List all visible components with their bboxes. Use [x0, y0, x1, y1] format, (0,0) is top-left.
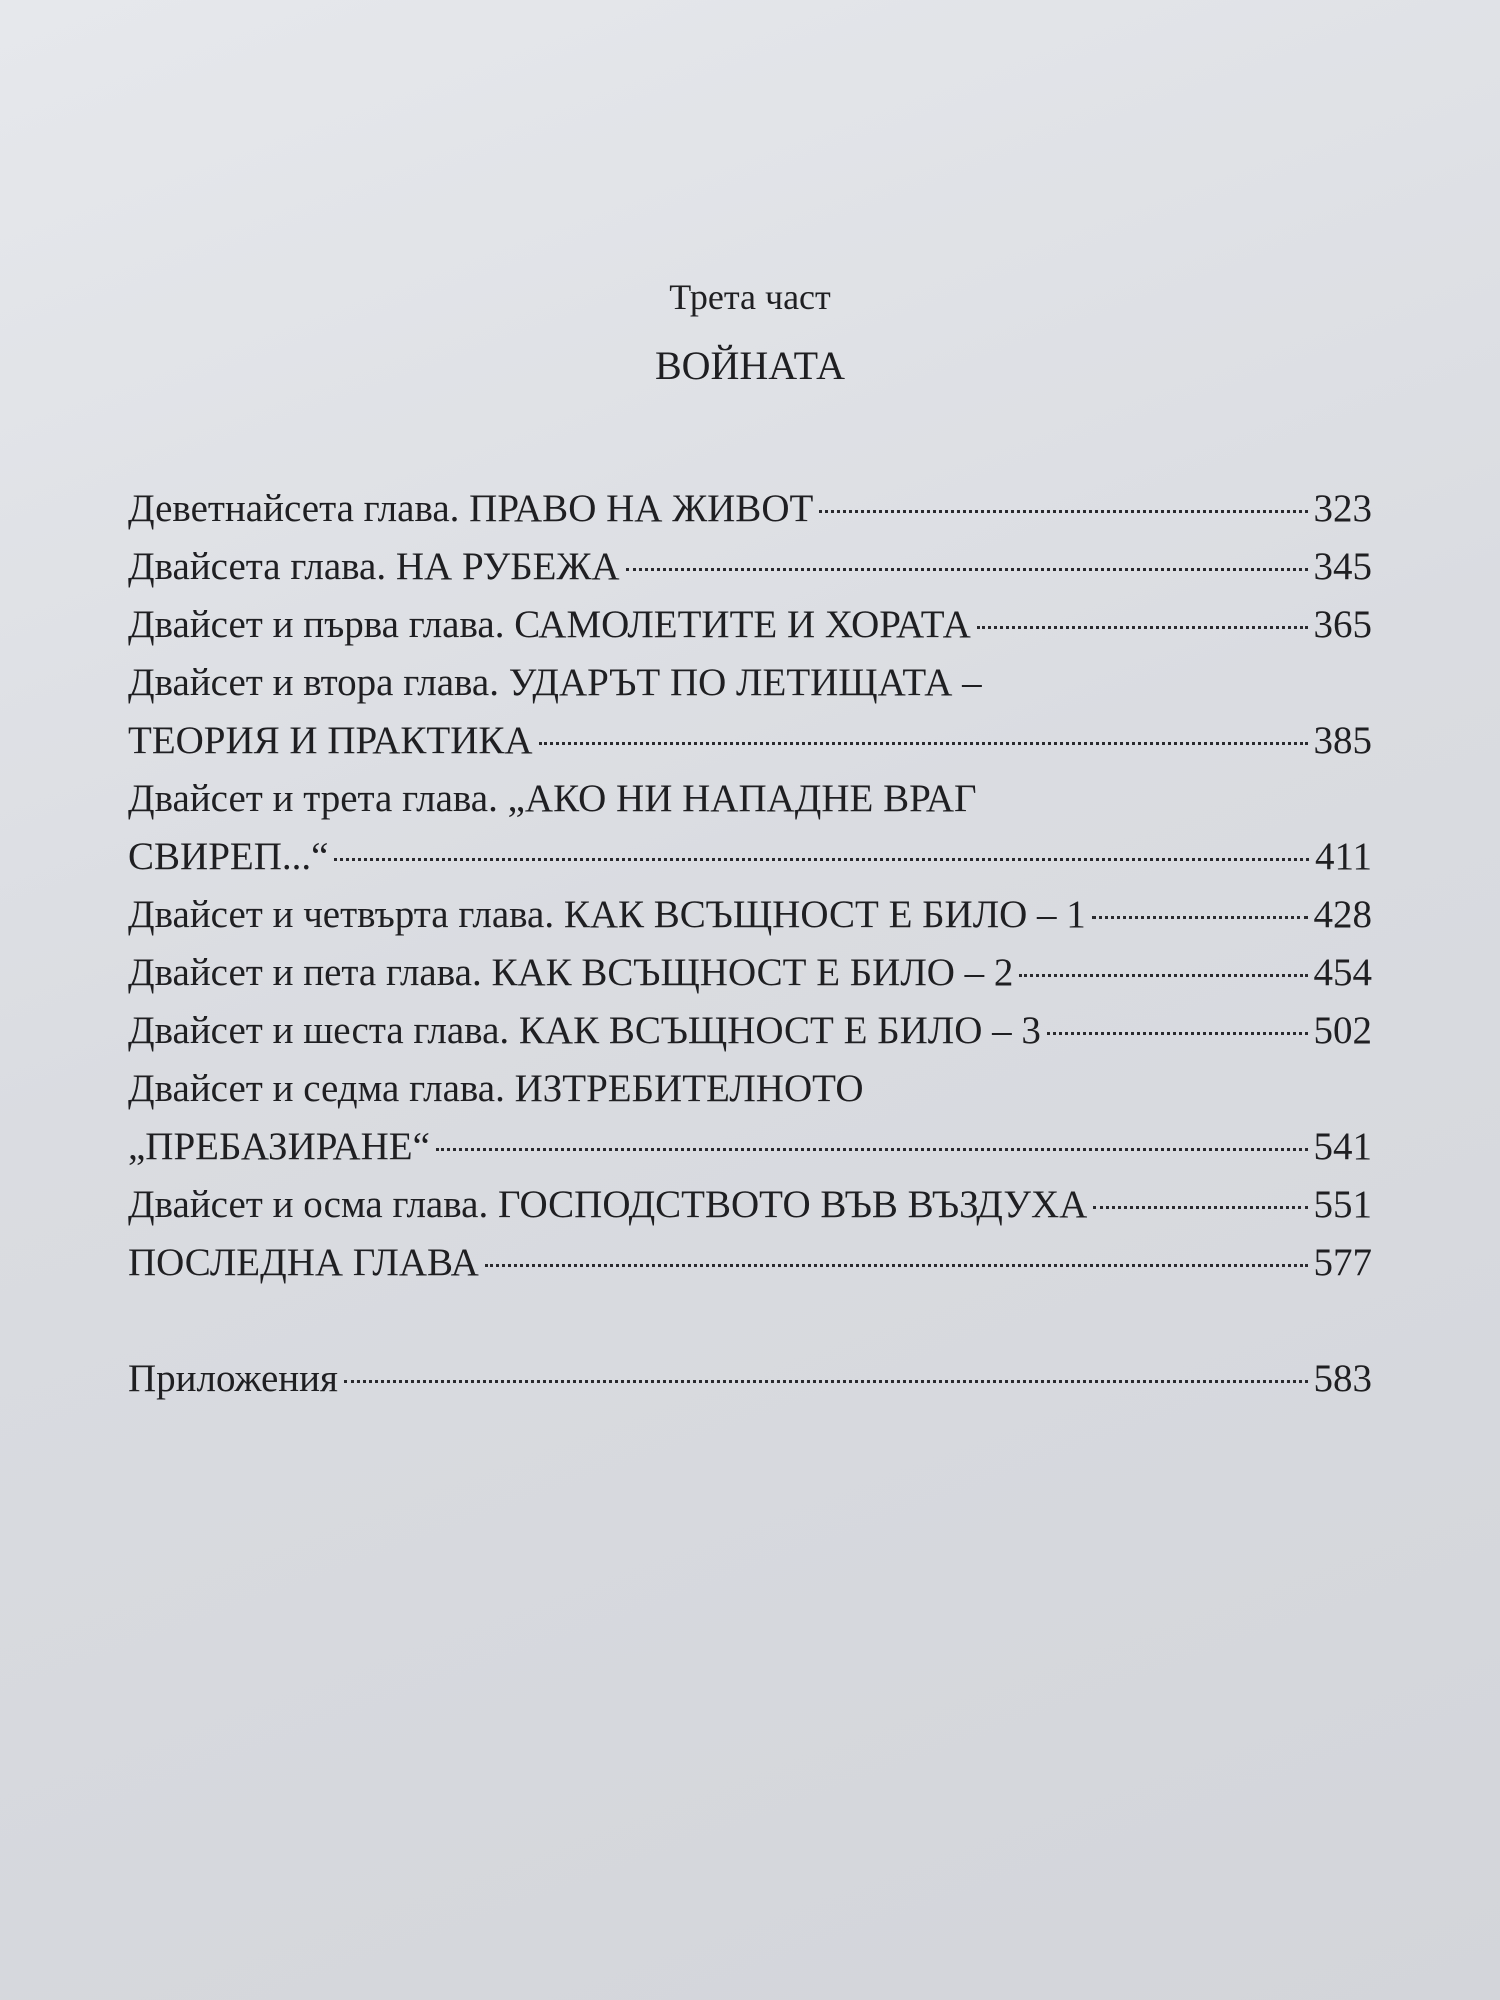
chapter-title-continued: СВИРЕП...“ — [128, 835, 329, 878]
chapter-label: Двайсет и пета глава. — [128, 951, 482, 994]
chapter-title: КАК ВСЪЩНОСТ Е БИЛО – 2 — [491, 951, 1014, 994]
table-of-contents — [128, 480, 1372, 1408]
part-label: Трета част — [669, 277, 831, 317]
chapter-label: Двайсет и трета глава. — [128, 777, 498, 820]
chapter-label: Двайсет и шеста глава. — [128, 1009, 510, 1052]
part-title: ВОЙНАТА — [654, 343, 846, 388]
chapter-label: Двайсета глава. — [128, 545, 387, 588]
chapter-title: НА РУБЕЖА — [395, 545, 620, 588]
page-number: 454 — [1313, 951, 1372, 994]
toc-entry[interactable] — [128, 538, 1372, 596]
toc-entry[interactable] — [128, 886, 1372, 944]
page-number: 541 — [1313, 1125, 1372, 1168]
toc-entry[interactable] — [128, 944, 1372, 1002]
dot-leader — [344, 1351, 1308, 1391]
chapter-title: УДАРЪТ ПО ЛЕТИЩАТА – — [508, 661, 982, 704]
chapter-title: ПРАВО НА ЖИВОТ — [469, 487, 814, 530]
dot-leader — [626, 539, 1308, 579]
chapter-title: ПОСЛЕДНА ГЛАВА — [128, 1241, 479, 1284]
toc-entry[interactable] — [128, 480, 1372, 538]
toc-entry[interactable] — [128, 1060, 1372, 1176]
chapter-title-continued: ТЕОРИЯ И ПРАКТИКА — [128, 719, 533, 762]
dot-leader — [334, 829, 1309, 869]
dot-leader — [819, 481, 1307, 521]
toc-entry[interactable] — [128, 1176, 1372, 1234]
chapter-title: КАК ВСЪЩНОСТ Е БИЛО – 1 — [563, 893, 1086, 936]
chapter-title: „АКО НИ НАПАДНЕ ВРАГ — [507, 777, 977, 820]
chapter-label: Двайсет и втора глава. — [128, 661, 499, 704]
dot-leader — [1019, 945, 1307, 985]
chapter-label: Деветнайсета глава. — [128, 487, 460, 530]
dot-leader — [1093, 1177, 1307, 1217]
page-number: 583 — [1313, 1357, 1372, 1400]
chapter-label: Двайсет и първа глава. — [128, 603, 505, 646]
page-number: 428 — [1313, 893, 1372, 936]
toc-entry[interactable] — [128, 654, 1372, 770]
page-number: 411 — [1314, 835, 1372, 878]
toc-entry[interactable] — [128, 1234, 1372, 1292]
chapter-label: Двайсет и осма глава. — [128, 1183, 489, 1226]
chapter-title: КАК ВСЪЩНОСТ Е БИЛО – 3 — [518, 1009, 1041, 1052]
chapter-label: Двайсет и четвърта глава. — [128, 893, 555, 936]
page-number: 551 — [1313, 1183, 1372, 1226]
page-number: 502 — [1313, 1009, 1372, 1052]
dot-leader — [539, 713, 1308, 753]
chapter-title: ГОСПОДСТВОТО ВЪВ ВЪЗДУХА — [497, 1183, 1088, 1226]
toc-entry[interactable] — [128, 1002, 1372, 1060]
toc-entry[interactable] — [128, 596, 1372, 654]
page-number: 365 — [1313, 603, 1372, 646]
chapter-title: ИЗТРЕБИТЕЛНОТО — [514, 1067, 864, 1110]
chapter-title-continued: „ПРЕБАЗИРАНЕ“ — [128, 1125, 430, 1168]
dot-leader — [1047, 1003, 1308, 1043]
toc-entry-appendices[interactable] — [128, 1350, 1372, 1408]
page-number: 345 — [1313, 545, 1372, 588]
dot-leader — [436, 1119, 1308, 1159]
chapter-title: САМОЛЕТИТЕ И ХОРАТА — [514, 603, 971, 646]
chapter-label: Приложения — [128, 1357, 338, 1400]
dot-leader — [485, 1235, 1308, 1275]
toc-entry[interactable] — [128, 770, 1372, 886]
dot-leader — [1092, 887, 1308, 927]
page-number: 323 — [1313, 487, 1372, 530]
page-number: 385 — [1313, 719, 1372, 762]
chapter-label: Двайсет и седма глава. — [128, 1067, 505, 1110]
page-number: 577 — [1313, 1241, 1372, 1284]
dot-leader — [977, 597, 1308, 637]
